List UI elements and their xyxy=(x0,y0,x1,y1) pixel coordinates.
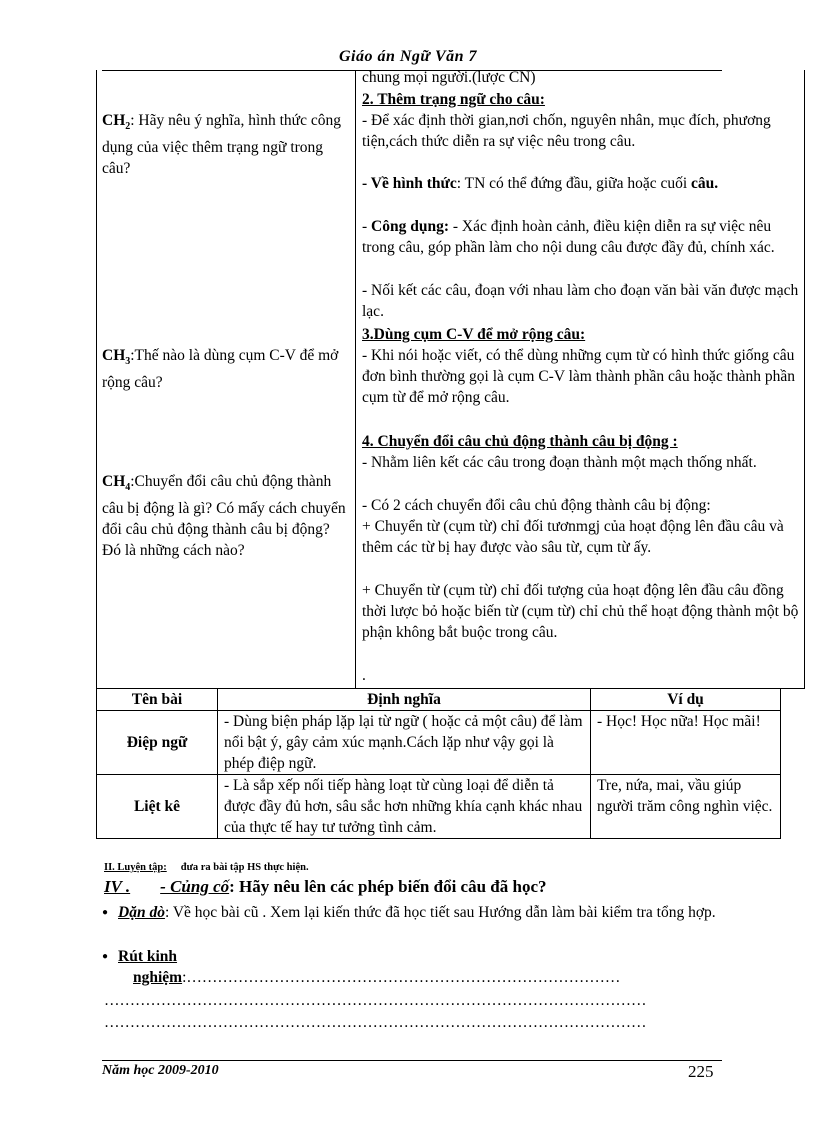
footer-divider xyxy=(102,1060,722,1061)
page-number: 225 xyxy=(688,1062,714,1081)
column-header: Tên bài xyxy=(97,689,218,711)
answer-2-form: - Về hình thức: TN có thể đứng đầu, giữa hoặc cuối câu. xyxy=(362,175,719,192)
answer-4-heading: 4. Chuyển đổi câu chủ động thành câu bị động : xyxy=(362,433,678,450)
table-row xyxy=(97,775,781,839)
table-row xyxy=(97,711,781,775)
answer-4-purpose: - Nhằm liên kết các câu trong đoạn thành một mạch thống nhất. xyxy=(362,454,757,471)
answer-2-purpose: - Để xác định thời gian,nơi chốn, nguyên nhân, mục đích, phương tiện,cách thức diễn ra sự việc nêu trong câu. xyxy=(362,112,771,150)
row-name: Liệt kê xyxy=(97,775,218,839)
footer-school-year: Năm học 2009-2010 xyxy=(102,1063,219,1078)
row-name: Điệp ngữ xyxy=(97,711,218,775)
notes-dotted-line: …………………………………………………………………………………………… xyxy=(104,992,647,1009)
row-definition: - Là sắp xếp nối tiếp hàng loạt từ cùng loại để diễn tả được đầy đủ hơn, sâu sắc hơn những khía cạnh khác nhau của thực tế hay tư tưởng tình cảm. xyxy=(218,775,591,839)
practice-section: II. Luyện tập: đưa ra bài tập HS thực hiện. xyxy=(104,862,309,873)
question-4: $CH_4:Chuyển$ đổi câu chủ động thành câu bị động là gì? Có mấy cách chuyển đổi câu chủ động thành câu bị động? Đó là những cách nào? xyxy=(102,473,346,560)
answer-3-body: - Khi nói hoặc viết, có thể dùng những cụm từ có hình thức giống câu đơn bình thường gọi là cụm C-V làm thành phần câu hoặc thành phần cụm từ để mở rộng câu. xyxy=(362,347,796,406)
review-section: IV . - Củng cố: Hãy nêu lên các phép biến đổi câu đã học? xyxy=(104,877,547,896)
review-questions-table xyxy=(96,70,805,689)
answer-top-line: chung mọi người.(lược CN) xyxy=(362,69,536,86)
experience-label-line: nghiệm:………………………………………………………………………… xyxy=(133,969,621,986)
question-2: $CH_2$: Hãy nêu ý nghĩa, hình thức công dụng của việc thêm trạng ngữ trong câu? xyxy=(102,112,341,178)
answer-4-end: . xyxy=(362,667,366,684)
question-3: $CH_3:Thế$ nào là dùng cụm C-V để mở rộng câu? xyxy=(102,347,339,392)
figures-of-speech-table xyxy=(96,688,781,839)
column-header: Định nghĩa xyxy=(218,689,591,711)
row-example: - Học! Học nữa! Học mãi! xyxy=(591,711,781,775)
row-example: Tre, nứa, mai, vầu giúp người trăm công nghìn việc. xyxy=(591,775,781,839)
answer-4-methods: - Có 2 cách chuyển đổi câu chủ động thành câu bị động: xyxy=(362,497,711,514)
notes-dotted-line: …………………………………………………………………………………………… xyxy=(104,1014,647,1031)
row-definition: - Dùng biện pháp lặp lại từ ngữ ( hoặc cả một câu) để làm nổi bật ý, gây cảm xúc mạnh.Cách lặp như vậy gọi là phép điệp ngữ. xyxy=(218,711,591,775)
answer-2-usage: - Công dụng: - Xác định hoàn cảnh, điều kiện diễn ra sự việc nêu trong câu, góp phần làm cho nội dung câu được đầy đủ, chính xác. xyxy=(362,218,775,256)
answer-4-method-2: + Chuyển từ (cụm từ) chỉ đối tượng của hoạt động lên đầu câu đồng thời lược bỏ hoặc biến từ (cụm từ) chỉ chủ thể hoạt động thành một bộ phận không bắt buộc trong câu. xyxy=(362,582,799,641)
page-header-title: Giáo án Ngữ Văn 7 xyxy=(338,48,478,65)
answer-3-heading: 3.Dùng cụm C-V để mở rộng câu: xyxy=(362,326,586,343)
answer-2-heading: 2. Thêm trạng ngữ cho câu: xyxy=(362,91,545,108)
column-header: Ví dụ xyxy=(591,689,781,711)
experience-item: ● Rút kinh xyxy=(118,946,177,967)
answer-2-linking: - Nối kết các câu, đoạn với nhau làm cho đoạn văn bài văn được mạch lạc. xyxy=(362,282,799,320)
table-header-row xyxy=(97,689,781,711)
answer-4-method-1: + Chuyển từ (cụm từ) chỉ đối tươnmgj của hoạt động lên đầu câu và thêm các từ bị hay được vào sâu từ, cụm từ ấy. xyxy=(362,518,784,556)
homework-item: ● Dặn dò: Về học bài cũ . Xem lại kiến thức đã học tiết sau Hướng dẫn làm bài kiểm tra tổng hợp. xyxy=(118,902,718,923)
